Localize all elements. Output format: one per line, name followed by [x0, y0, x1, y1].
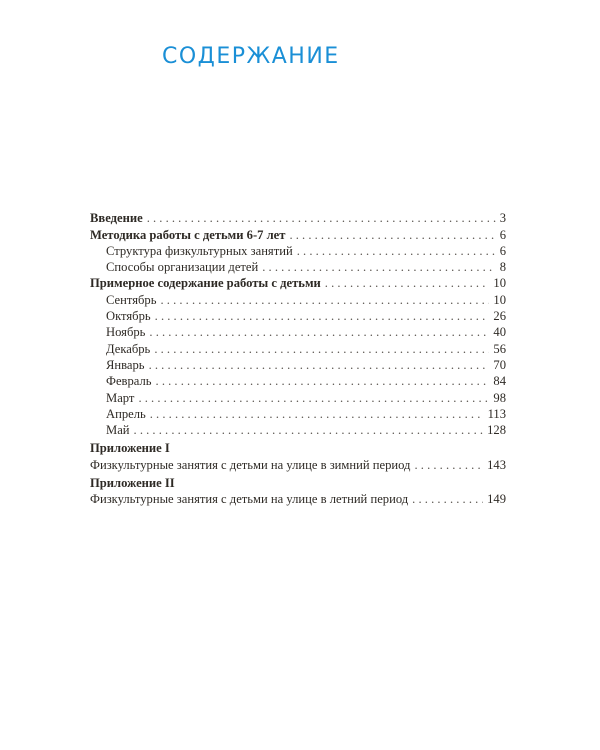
toc-entry-label: Апрель — [106, 406, 146, 421]
toc-entry-lesson-structure[interactable] — [90, 243, 506, 259]
toc-entry-label: Методика работы с детьми 6-7 лет — [90, 227, 286, 242]
toc-entry-winter-outdoor[interactable] — [90, 456, 506, 472]
dot-leader — [149, 324, 489, 340]
dot-leader — [297, 243, 496, 259]
dot-leader — [134, 422, 484, 438]
dot-leader — [150, 406, 484, 422]
toc-entry-introduction[interactable] — [90, 210, 506, 226]
toc-entry-label: Введение — [90, 211, 143, 226]
toc-entry-methodology[interactable] — [90, 226, 506, 242]
toc-entry-label: Ноябрь — [106, 325, 146, 340]
page-title: СОДЕРЖАНИЕ — [162, 44, 340, 69]
toc-page-number: 3 — [499, 211, 506, 226]
toc-entry-summer-outdoor[interactable] — [90, 491, 506, 507]
toc-page-number: 40 — [493, 325, 506, 340]
toc-entry-march[interactable] — [90, 389, 506, 405]
toc-entry-label: Сентябрь — [106, 292, 157, 307]
toc-entry-october[interactable] — [90, 308, 506, 324]
dot-leader — [412, 491, 483, 507]
table-of-contents — [90, 210, 506, 507]
toc-entry-december[interactable] — [90, 340, 506, 356]
toc-entry-label: Январь — [106, 357, 145, 372]
toc-page-number: 10 — [493, 292, 506, 307]
toc-entry-april[interactable] — [90, 406, 506, 422]
toc-page-number: 8 — [499, 260, 506, 275]
toc-entry-label: Способы организации детей — [106, 260, 259, 275]
toc-entry-label: Приложение II — [90, 476, 175, 491]
dot-leader — [154, 341, 489, 357]
dot-leader — [138, 390, 489, 406]
toc-entry-label: Февраль — [106, 374, 152, 389]
toc-entry-label: Структура физкультурных занятий — [106, 243, 293, 258]
toc-entry-label: Физкультурные занятия с детьми на улице в зимний период — [90, 457, 411, 472]
dot-leader — [149, 357, 490, 373]
toc-entry-november[interactable] — [90, 324, 506, 340]
toc-entry-label: Физкультурные занятия с детьми на улице в летний период — [90, 492, 409, 507]
dot-leader — [155, 308, 490, 324]
toc-page-number: 84 — [493, 374, 506, 389]
toc-entry-label: Примерное содержание работы с детьми — [90, 276, 321, 291]
toc-entry-may[interactable] — [90, 422, 506, 438]
toc-entry-sample-content[interactable] — [90, 275, 506, 291]
toc-entry-september[interactable] — [90, 291, 506, 307]
toc-page-number: 26 — [493, 309, 506, 324]
toc-entry-label: Декабрь — [106, 341, 151, 356]
toc-page-number: 113 — [487, 406, 506, 421]
toc-entry-label: Приложение I — [90, 441, 170, 456]
dot-leader — [156, 373, 490, 389]
dot-leader — [160, 292, 489, 308]
toc-page-number: 56 — [493, 341, 506, 356]
toc-page-number: 143 — [487, 457, 506, 472]
toc-entry-organization-methods[interactable] — [90, 259, 506, 275]
toc-entry-appendix-1[interactable] — [90, 440, 506, 456]
toc-page-number: 149 — [487, 492, 506, 507]
dot-leader — [289, 227, 495, 243]
toc-entry-label: Март — [106, 390, 135, 405]
toc-page-number: 6 — [499, 227, 506, 242]
toc-entry-february[interactable] — [90, 373, 506, 389]
toc-page-number: 128 — [487, 423, 506, 438]
toc-entry-label: Май — [106, 423, 130, 438]
dot-leader — [147, 210, 496, 226]
toc-entry-appendix-2[interactable] — [90, 475, 506, 491]
toc-entry-january[interactable] — [90, 357, 506, 373]
toc-entry-label: Октябрь — [106, 309, 151, 324]
dot-leader — [325, 275, 490, 291]
toc-page-number: 10 — [493, 276, 506, 291]
dot-leader — [414, 457, 483, 473]
toc-page-number: 6 — [499, 243, 506, 258]
toc-page-number: 70 — [493, 357, 506, 372]
toc-page-number: 98 — [493, 390, 506, 405]
dot-leader — [262, 259, 495, 275]
